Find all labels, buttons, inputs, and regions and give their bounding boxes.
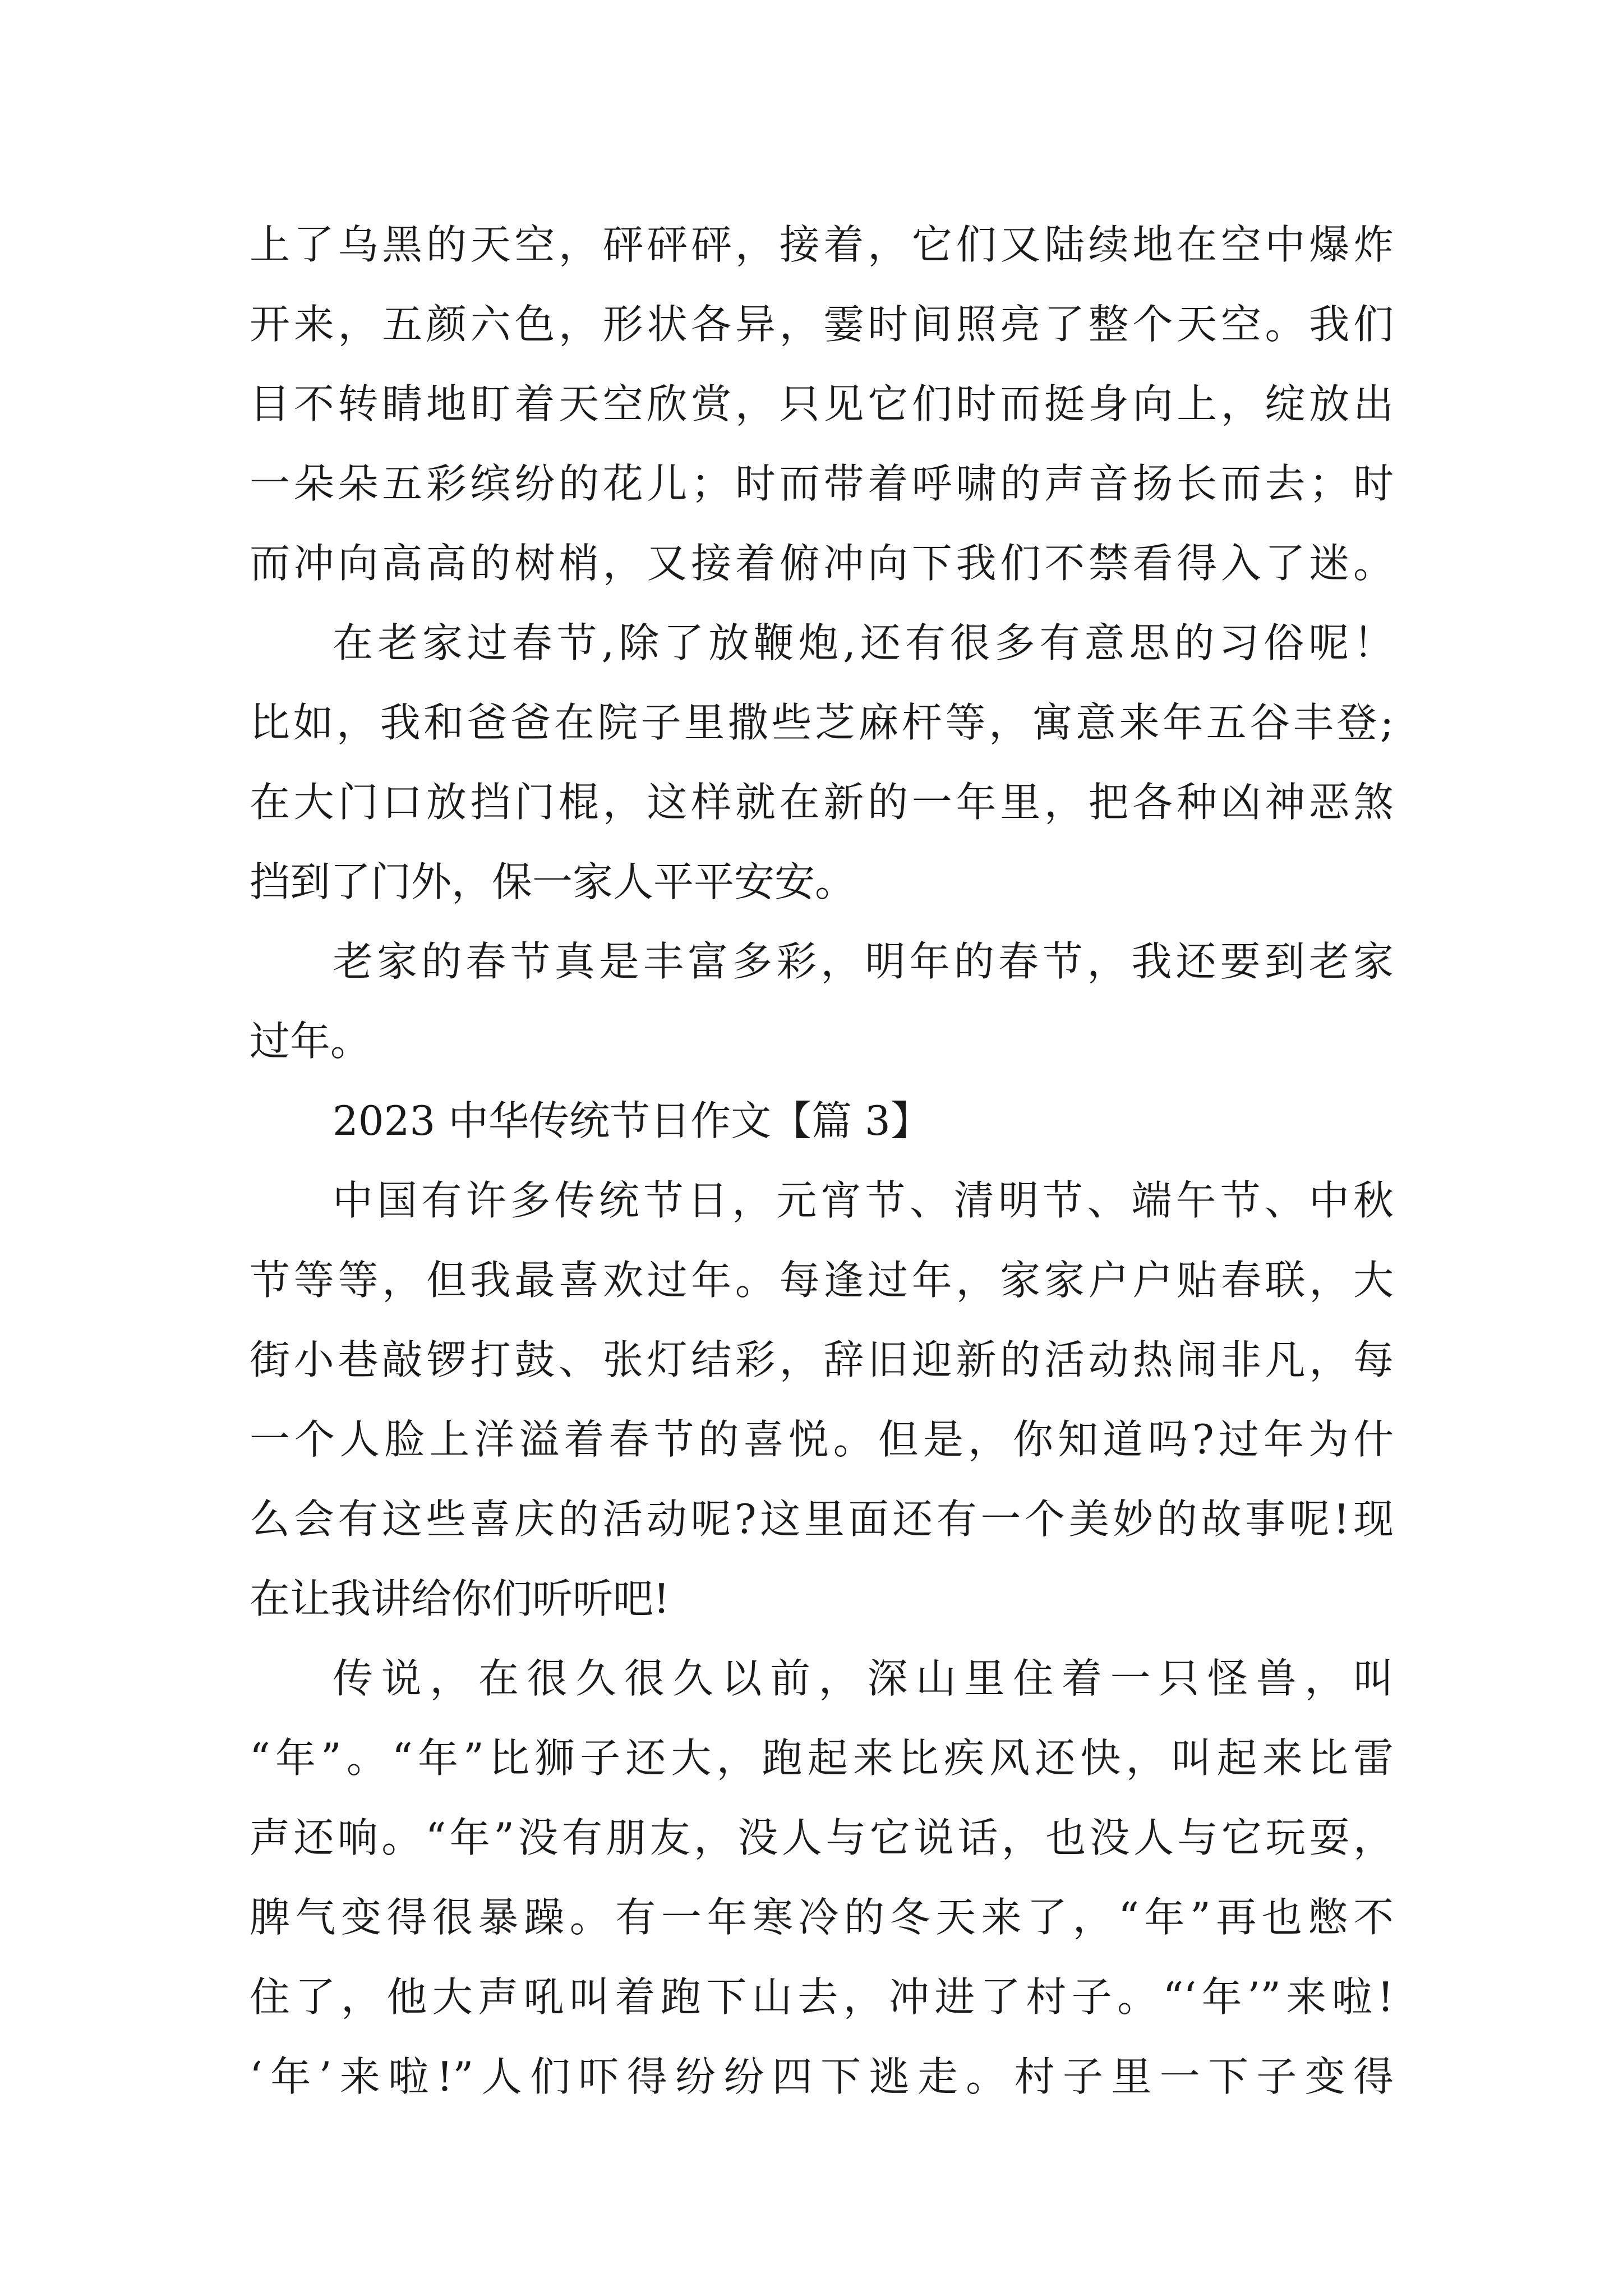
text-line: 上了乌黑的天空，砰砰砰，接着，它们又陆续地在空中爆炸 xyxy=(250,221,1394,268)
text-line: 在让我讲给你们听听吧! xyxy=(250,1575,670,1622)
text-line: 么会有这些喜庆的活动呢?这里面还有一个美妙的故事呢!现 xyxy=(250,1496,1394,1543)
text-line: 老家的春节真是丰富多彩，明年的春节，我还要到老家 xyxy=(333,938,1394,985)
paragraph-legend xyxy=(250,1639,1394,2116)
text-line: 而冲向高高的树梢，又接着俯冲向下我们不禁看得入了迷。 xyxy=(250,540,1394,587)
text-line: 在大门口放挡门棍，这样就在新的一年里，把各种凶神恶煞 xyxy=(250,779,1394,826)
text-line: “年”。“年”比狮子还大，跑起来比疾风还快，叫起来比雷 xyxy=(250,1734,1394,1782)
section-title: 2023 中华传统节日作文【篇 3】 xyxy=(333,1097,931,1144)
text-line: 挡到了门外，保一家人平平安安。 xyxy=(250,858,856,905)
text-line: 中国有许多传统节日，元宵节、清明节、端午节、中秋 xyxy=(333,1177,1394,1224)
text-line: 住了，他大声吼叫着跑下山去，冲进了村子。“‘年’”来啦! xyxy=(250,1973,1394,2021)
text-line: 开来，五颜六色，形状各异，霎时间照亮了整个天空。我们 xyxy=(250,301,1394,348)
text-line: 过年。 xyxy=(250,1018,371,1065)
text-line: 声还响。“年”没有朋友，没人与它说话，也没人与它玩耍， xyxy=(250,1814,1394,1861)
paragraph-intro xyxy=(250,1161,1394,1639)
paragraph-customs xyxy=(250,603,1394,922)
text-line: ‘年’来啦!”人们吓得纷纷四下逃走。村子里一下子变得 xyxy=(250,2053,1394,2100)
text-line: 比如，我和爸爸在院子里撒些芝麻杆等，寓意来年五谷丰登; xyxy=(250,699,1394,746)
text-line: 在老家过春节,除了放鞭炮,还有很多有意思的习俗呢！ xyxy=(333,619,1394,666)
text-line: 节等等，但我最喜欢过年。每逢过年，家家户户贴春联，大 xyxy=(250,1257,1394,1304)
section-heading xyxy=(250,1081,1394,1161)
text-line: 传说，在很久很久以前，深山里住着一只怪兽，叫 xyxy=(333,1655,1394,1702)
text-line: 一朵朵五彩缤纷的花儿；时而带着呼啸的声音扬长而去；时 xyxy=(250,460,1394,507)
paragraph-conclusion xyxy=(250,922,1394,1081)
paragraph-fireworks xyxy=(250,205,1394,603)
text-line: 脾气变得很暴躁。有一年寒冷的冬天来了，“年”再也憋不 xyxy=(250,1894,1394,1941)
text-line: 目不转睛地盯着天空欣赏，只见它们时而挺身向上，绽放出 xyxy=(250,380,1394,427)
text-line: 一个人脸上洋溢着春节的喜悦。但是，你知道吗?过年为什 xyxy=(250,1416,1394,1463)
document-body xyxy=(250,205,1394,2116)
text-line: 街小巷敲锣打鼓、张灯结彩，辞旧迎新的活动热闹非凡，每 xyxy=(250,1336,1394,1383)
